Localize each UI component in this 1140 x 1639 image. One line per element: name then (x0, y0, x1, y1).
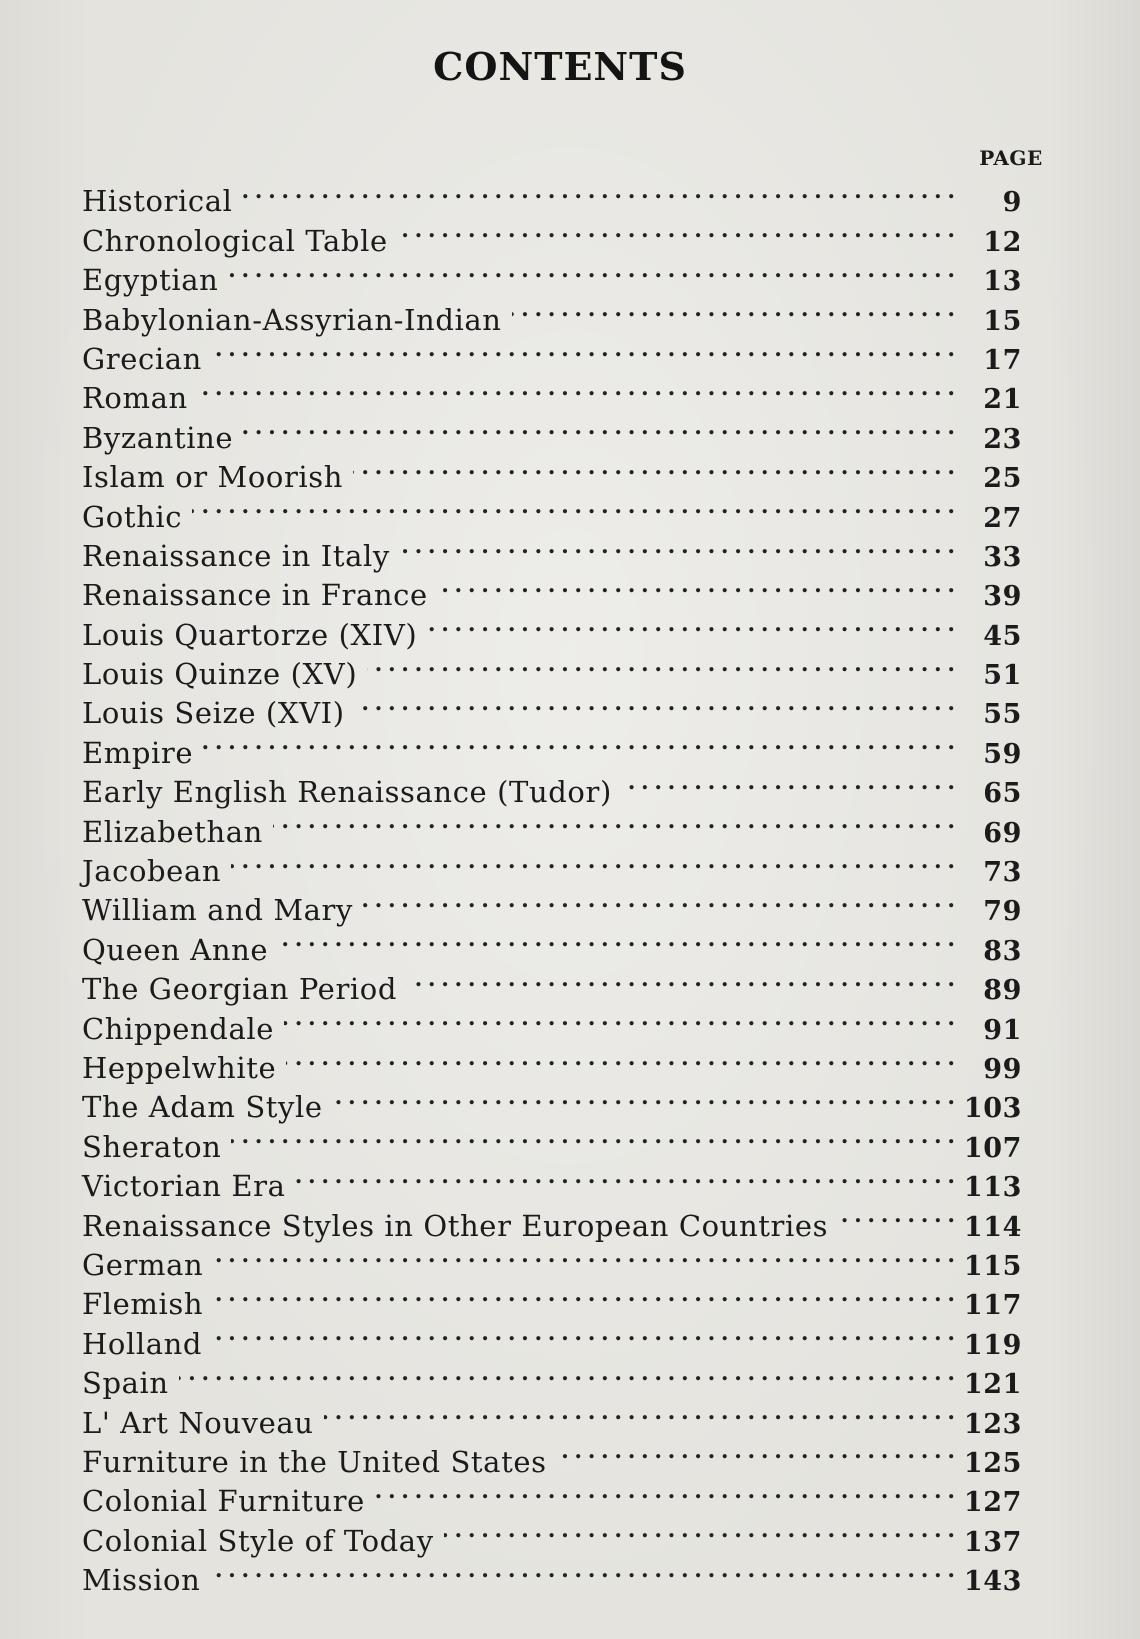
dot-leader (622, 763, 954, 802)
toc-entry-title: Colonial Furniture (82, 1484, 365, 1519)
dot-leader (407, 960, 954, 999)
dot-leader (212, 1314, 954, 1353)
toc-entry-page-number: 15 (983, 305, 1022, 337)
dot-leader (838, 1196, 954, 1235)
dot-leader (444, 1511, 954, 1550)
dot-leader (231, 842, 954, 881)
toc-entry (82, 723, 1022, 770)
toc-entry-title: Early English Renaissance (Tudor) (82, 775, 612, 810)
toc-list (82, 172, 1022, 1598)
toc-entry (82, 1236, 1022, 1282)
toc-entry-page-number: 125 (963, 1447, 1022, 1479)
toc-entry-page-number: 99 (983, 1053, 1022, 1085)
dot-leader (203, 723, 954, 762)
dot-leader (212, 330, 954, 369)
toc-entry-page-number: 117 (963, 1290, 1022, 1322)
toc-entry-title: Roman (82, 381, 188, 416)
toc-entry-title: Louis Quartorze (XIV) (82, 617, 418, 652)
toc-entry-title: Islam or Moorish (82, 460, 344, 495)
toc-entry-title: L' Art Nouveau (82, 1405, 314, 1440)
toc-entry-page-number: 23 (983, 423, 1022, 455)
dot-leader (228, 251, 954, 290)
toc-entry (82, 881, 1022, 928)
toc-entry-title: Louis Seize (XVI) (82, 696, 345, 731)
dot-leader (243, 172, 954, 211)
toc-entry-title: Elizabethan (82, 814, 263, 849)
toc-entry-page-number: 55 (983, 699, 1022, 731)
dot-leader (296, 1157, 954, 1196)
toc-entry (82, 763, 1022, 810)
toc-entry-page-number: 21 (983, 384, 1022, 416)
toc-entry (82, 1275, 1022, 1322)
toc-entry-page-number: 13 (983, 266, 1022, 298)
toc-entry-page-number: 45 (983, 620, 1022, 652)
toc-entry-page-number: 65 (983, 778, 1022, 810)
toc-entry (82, 408, 1022, 455)
toc-entry-page-number: 25 (983, 463, 1022, 495)
dot-leader (512, 290, 954, 329)
toc-entry-title: Spain (82, 1366, 169, 1401)
toc-entry-title: The Georgian Period (82, 972, 398, 1007)
dot-leader (213, 1236, 954, 1275)
dot-leader (278, 920, 954, 959)
toc-entry-page-number: 9 (1002, 187, 1022, 219)
toc-entry-title: Furniture in the United States (82, 1444, 547, 1479)
toc-entry-title: Renaissance in France (82, 578, 428, 613)
toc-entry-title: Louis Quinze (XV) (82, 657, 358, 692)
toc-entry-title: Babylonian-Assyrian-Indian (82, 302, 502, 337)
toc-entry-title: Heppelwhite (82, 1050, 277, 1085)
dot-leader (286, 1039, 954, 1078)
toc-entry-title: Colonial Style of Today (82, 1523, 434, 1558)
toc-entry-page-number: 91 (983, 1014, 1022, 1046)
toc-entry-title: Chippendale (82, 1011, 274, 1046)
dot-leader (179, 1354, 954, 1393)
dot-leader (333, 1078, 954, 1117)
toc-entry-title: Flemish (82, 1287, 204, 1322)
dot-leader (273, 802, 954, 841)
toc-entry (82, 1551, 1022, 1598)
dot-leader (375, 1472, 954, 1511)
toc-entry-title: Jacobean (82, 854, 222, 889)
toc-entry-title: Sheraton (82, 1129, 222, 1164)
toc-entry-title: Byzantine (82, 420, 234, 455)
toc-entry (82, 487, 1022, 534)
dot-leader (213, 1275, 954, 1314)
toc-entry-title: William and Mary (82, 893, 353, 928)
toc-entry-page-number: 127 (963, 1487, 1022, 1519)
page-title: CONTENTS (433, 44, 687, 89)
toc-entry (82, 290, 1022, 337)
toc-entry-title: Renaissance Styles in Other European Countries (82, 1208, 829, 1243)
toc-entry-page-number: 113 (963, 1172, 1022, 1204)
toc-entry-page-number: 114 (963, 1211, 1022, 1243)
toc-entry-page-number: 119 (963, 1329, 1022, 1361)
toc-entry-page-number: 121 (963, 1369, 1022, 1401)
dot-leader (353, 448, 954, 487)
dot-leader (284, 999, 954, 1038)
toc-entry (82, 1314, 1022, 1361)
toc-entry-title: Renaissance in Italy (82, 538, 390, 573)
dot-leader (198, 369, 954, 408)
dot-leader (231, 1117, 954, 1156)
dot-leader (398, 211, 954, 250)
toc-entry-page-number: 123 (963, 1408, 1022, 1440)
toc-entry-page-number: 51 (983, 660, 1022, 692)
dot-leader (427, 605, 954, 644)
dot-leader (192, 487, 954, 526)
toc-entry (82, 1157, 1022, 1204)
dot-leader (210, 1551, 954, 1590)
toc-entry-title: Chronological Table (82, 223, 388, 258)
toc-entry-title: German (82, 1247, 204, 1282)
dot-leader (355, 684, 954, 723)
dot-leader (557, 1433, 954, 1472)
toc-entry-title: The Adam Style (82, 1090, 323, 1125)
page-column-label: PAGE (979, 146, 1043, 170)
toc-entry (82, 369, 1022, 416)
toc-entry (82, 172, 1022, 219)
toc-entry-title: Egyptian (82, 263, 219, 298)
toc-entry-title: Empire (82, 735, 194, 770)
toc-entry-page-number: 39 (983, 581, 1022, 613)
dot-leader (400, 527, 954, 566)
toc-entry-page-number: 33 (983, 541, 1022, 573)
dot-leader (363, 881, 954, 920)
toc-entry-title: Queen Anne (82, 932, 269, 967)
toc-entry-page-number: 79 (983, 896, 1022, 928)
toc-entry-page-number: 59 (983, 738, 1022, 770)
toc-entry-title: Mission (82, 1563, 201, 1598)
toc-entry-page-number: 17 (983, 344, 1022, 376)
toc-entry-page-number: 103 (963, 1093, 1022, 1125)
toc-entry-page-number: 73 (983, 857, 1022, 889)
toc-entry (82, 527, 1022, 573)
toc-entry (82, 1354, 1022, 1401)
toc-entry-page-number: 115 (963, 1250, 1022, 1282)
toc-entry-title: Holland (82, 1326, 203, 1361)
toc-entry (82, 1393, 1022, 1440)
toc-entry-page-number: 12 (983, 226, 1022, 258)
dot-leader (243, 408, 954, 447)
toc-entry-page-number: 143 (963, 1566, 1022, 1598)
toc-entry (82, 330, 1022, 376)
toc-entry-title: Grecian (82, 341, 202, 376)
toc-entry-title: Victorian Era (82, 1169, 286, 1204)
toc-entry-page-number: 83 (983, 935, 1022, 967)
toc-entry-page-number: 89 (983, 975, 1022, 1007)
dot-leader (367, 645, 954, 684)
toc-entry-page-number: 107 (963, 1132, 1022, 1164)
toc-entry-page-number: 137 (963, 1526, 1022, 1558)
toc-entry-page-number: 27 (983, 502, 1022, 534)
toc-entry-title: Gothic (82, 499, 183, 534)
toc-entry-title: Historical (82, 184, 233, 219)
toc-entry-page-number: 69 (983, 817, 1022, 849)
dot-leader (324, 1393, 954, 1432)
dot-leader (438, 566, 954, 605)
